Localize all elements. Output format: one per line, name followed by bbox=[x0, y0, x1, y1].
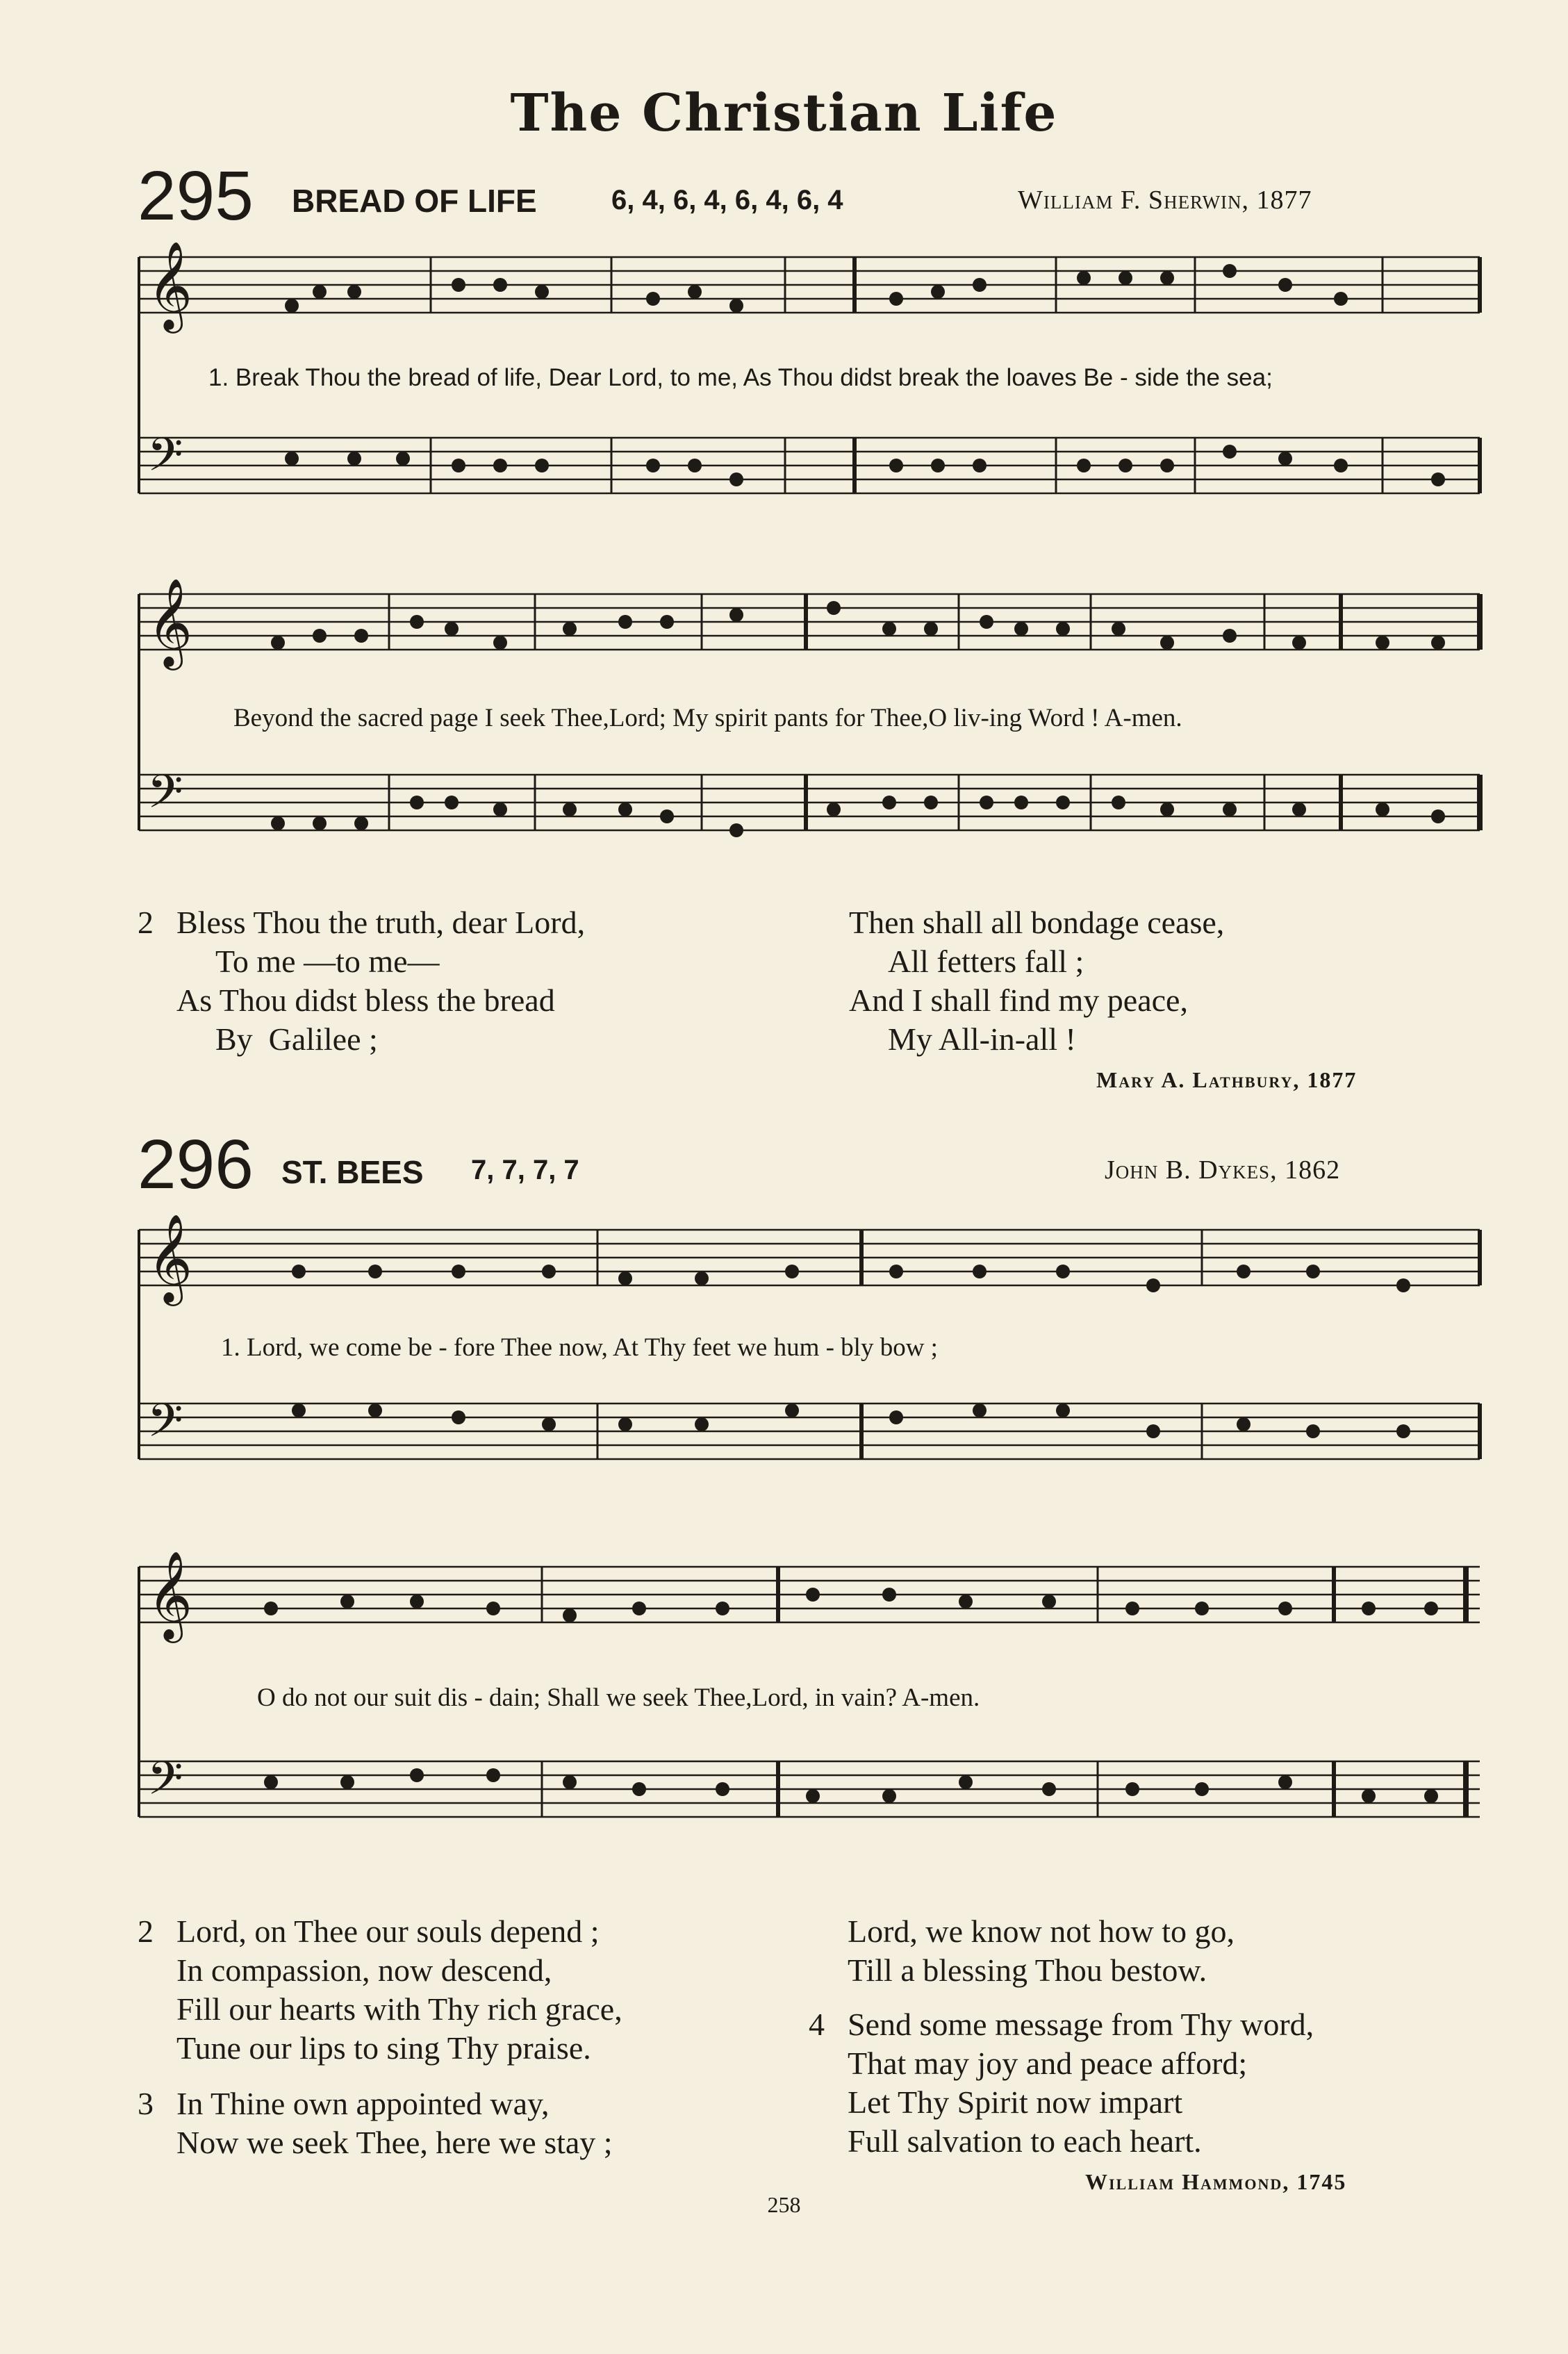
stanza-line: In compassion, now descend, bbox=[176, 1952, 552, 1988]
stanza-line: Let Thy Spirit now impart bbox=[848, 2084, 1183, 2120]
page-number: 258 bbox=[767, 2192, 801, 2217]
stanza-number: 2 bbox=[138, 1913, 154, 1949]
stanza-line: To me —to me— bbox=[215, 944, 440, 979]
stanza-number: 4 bbox=[809, 2007, 825, 2042]
stanza-line: And I shall find my peace, bbox=[849, 982, 1188, 1018]
tune-name: BREAD OF LIFE bbox=[292, 183, 537, 219]
stanza-line: Lord, on Thee our souls depend ; bbox=[176, 1913, 600, 1949]
svg-text:𝄞: 𝄞 bbox=[147, 1550, 193, 1639]
lyric-line: 1. Lord, we come be - fore Thee now, At Thy feet we hum - bly bow ; bbox=[221, 1333, 938, 1362]
stanza-line: As Thou didst bless the bread bbox=[176, 982, 555, 1018]
lyric-line: O do not our suit dis - dain; Shall we seek Thee,Lord, in vain? A-men. bbox=[257, 1684, 980, 1712]
stanza-line: Full salvation to each heart. bbox=[848, 2123, 1202, 2159]
author: William Hammond, 1745 bbox=[1085, 2169, 1347, 2194]
tune-name: ST. BEES bbox=[281, 1154, 424, 1190]
stanza-line: Now we seek Thee, here we stay ; bbox=[176, 2125, 613, 2160]
lyric-line: 1. Break Thou the bread of life, Dear Lord, to me, As Thou didst break the loaves Be - side the sea; bbox=[208, 364, 1273, 391]
stanza-line: Lord, we know not how to go, bbox=[848, 1913, 1235, 1949]
stanza-line: Send some message from Thy word, bbox=[848, 2007, 1314, 2042]
svg-text:𝄢: 𝄢 bbox=[147, 765, 183, 830]
stanza-line: Bless Thou the truth, dear Lord, bbox=[176, 905, 586, 940]
stanza-line: Then shall all bondage cease, bbox=[849, 905, 1225, 940]
stanza-line: Till a blessing Thou bestow. bbox=[848, 1952, 1207, 1988]
stanza-line: My All-in-all ! bbox=[888, 1021, 1076, 1057]
meter: 7, 7, 7, 7 bbox=[471, 1155, 579, 1185]
composer: John B. Dykes, 1862 bbox=[1105, 1155, 1341, 1185]
section-title: The Christian Life bbox=[510, 83, 1058, 143]
stanza-line: By Galilee ; bbox=[215, 1021, 378, 1057]
composer: William F. Sherwin, 1877 bbox=[1018, 186, 1312, 215]
svg-text:𝄢: 𝄢 bbox=[147, 1394, 183, 1458]
stanza-line: In Thine own appointed way, bbox=[176, 2086, 550, 2121]
stanza-line: That may joy and peace afford; bbox=[848, 2046, 1248, 2081]
hymn-number: 295 bbox=[138, 157, 254, 235]
stanza-number: 2 bbox=[138, 905, 154, 940]
svg-text:𝄞: 𝄞 bbox=[147, 240, 193, 329]
svg-text:𝄞: 𝄞 bbox=[147, 1213, 193, 1302]
stanza-line: Fill our hearts with Thy rich grace, bbox=[176, 1991, 622, 2027]
hymn-number: 296 bbox=[138, 1126, 254, 1203]
stanza-number: 3 bbox=[138, 2086, 154, 2121]
svg-text:𝄢: 𝄢 bbox=[147, 428, 183, 493]
lyric-line: Beyond the sacred page I seek Thee,Lord; My spirit pants for Thee,O liv-ing Word ! A-men. bbox=[233, 704, 1182, 732]
stanza-line: All fetters fall ; bbox=[888, 944, 1084, 979]
meter: 6, 4, 6, 4, 6, 4, 6, 4 bbox=[611, 185, 843, 215]
author: Mary A. Lathbury, 1877 bbox=[1096, 1067, 1357, 1092]
svg-text:𝄢: 𝄢 bbox=[147, 1752, 183, 1816]
stanza-line: Tune our lips to sing Thy praise. bbox=[176, 2030, 591, 2066]
svg-text:𝄞: 𝄞 bbox=[147, 577, 193, 666]
